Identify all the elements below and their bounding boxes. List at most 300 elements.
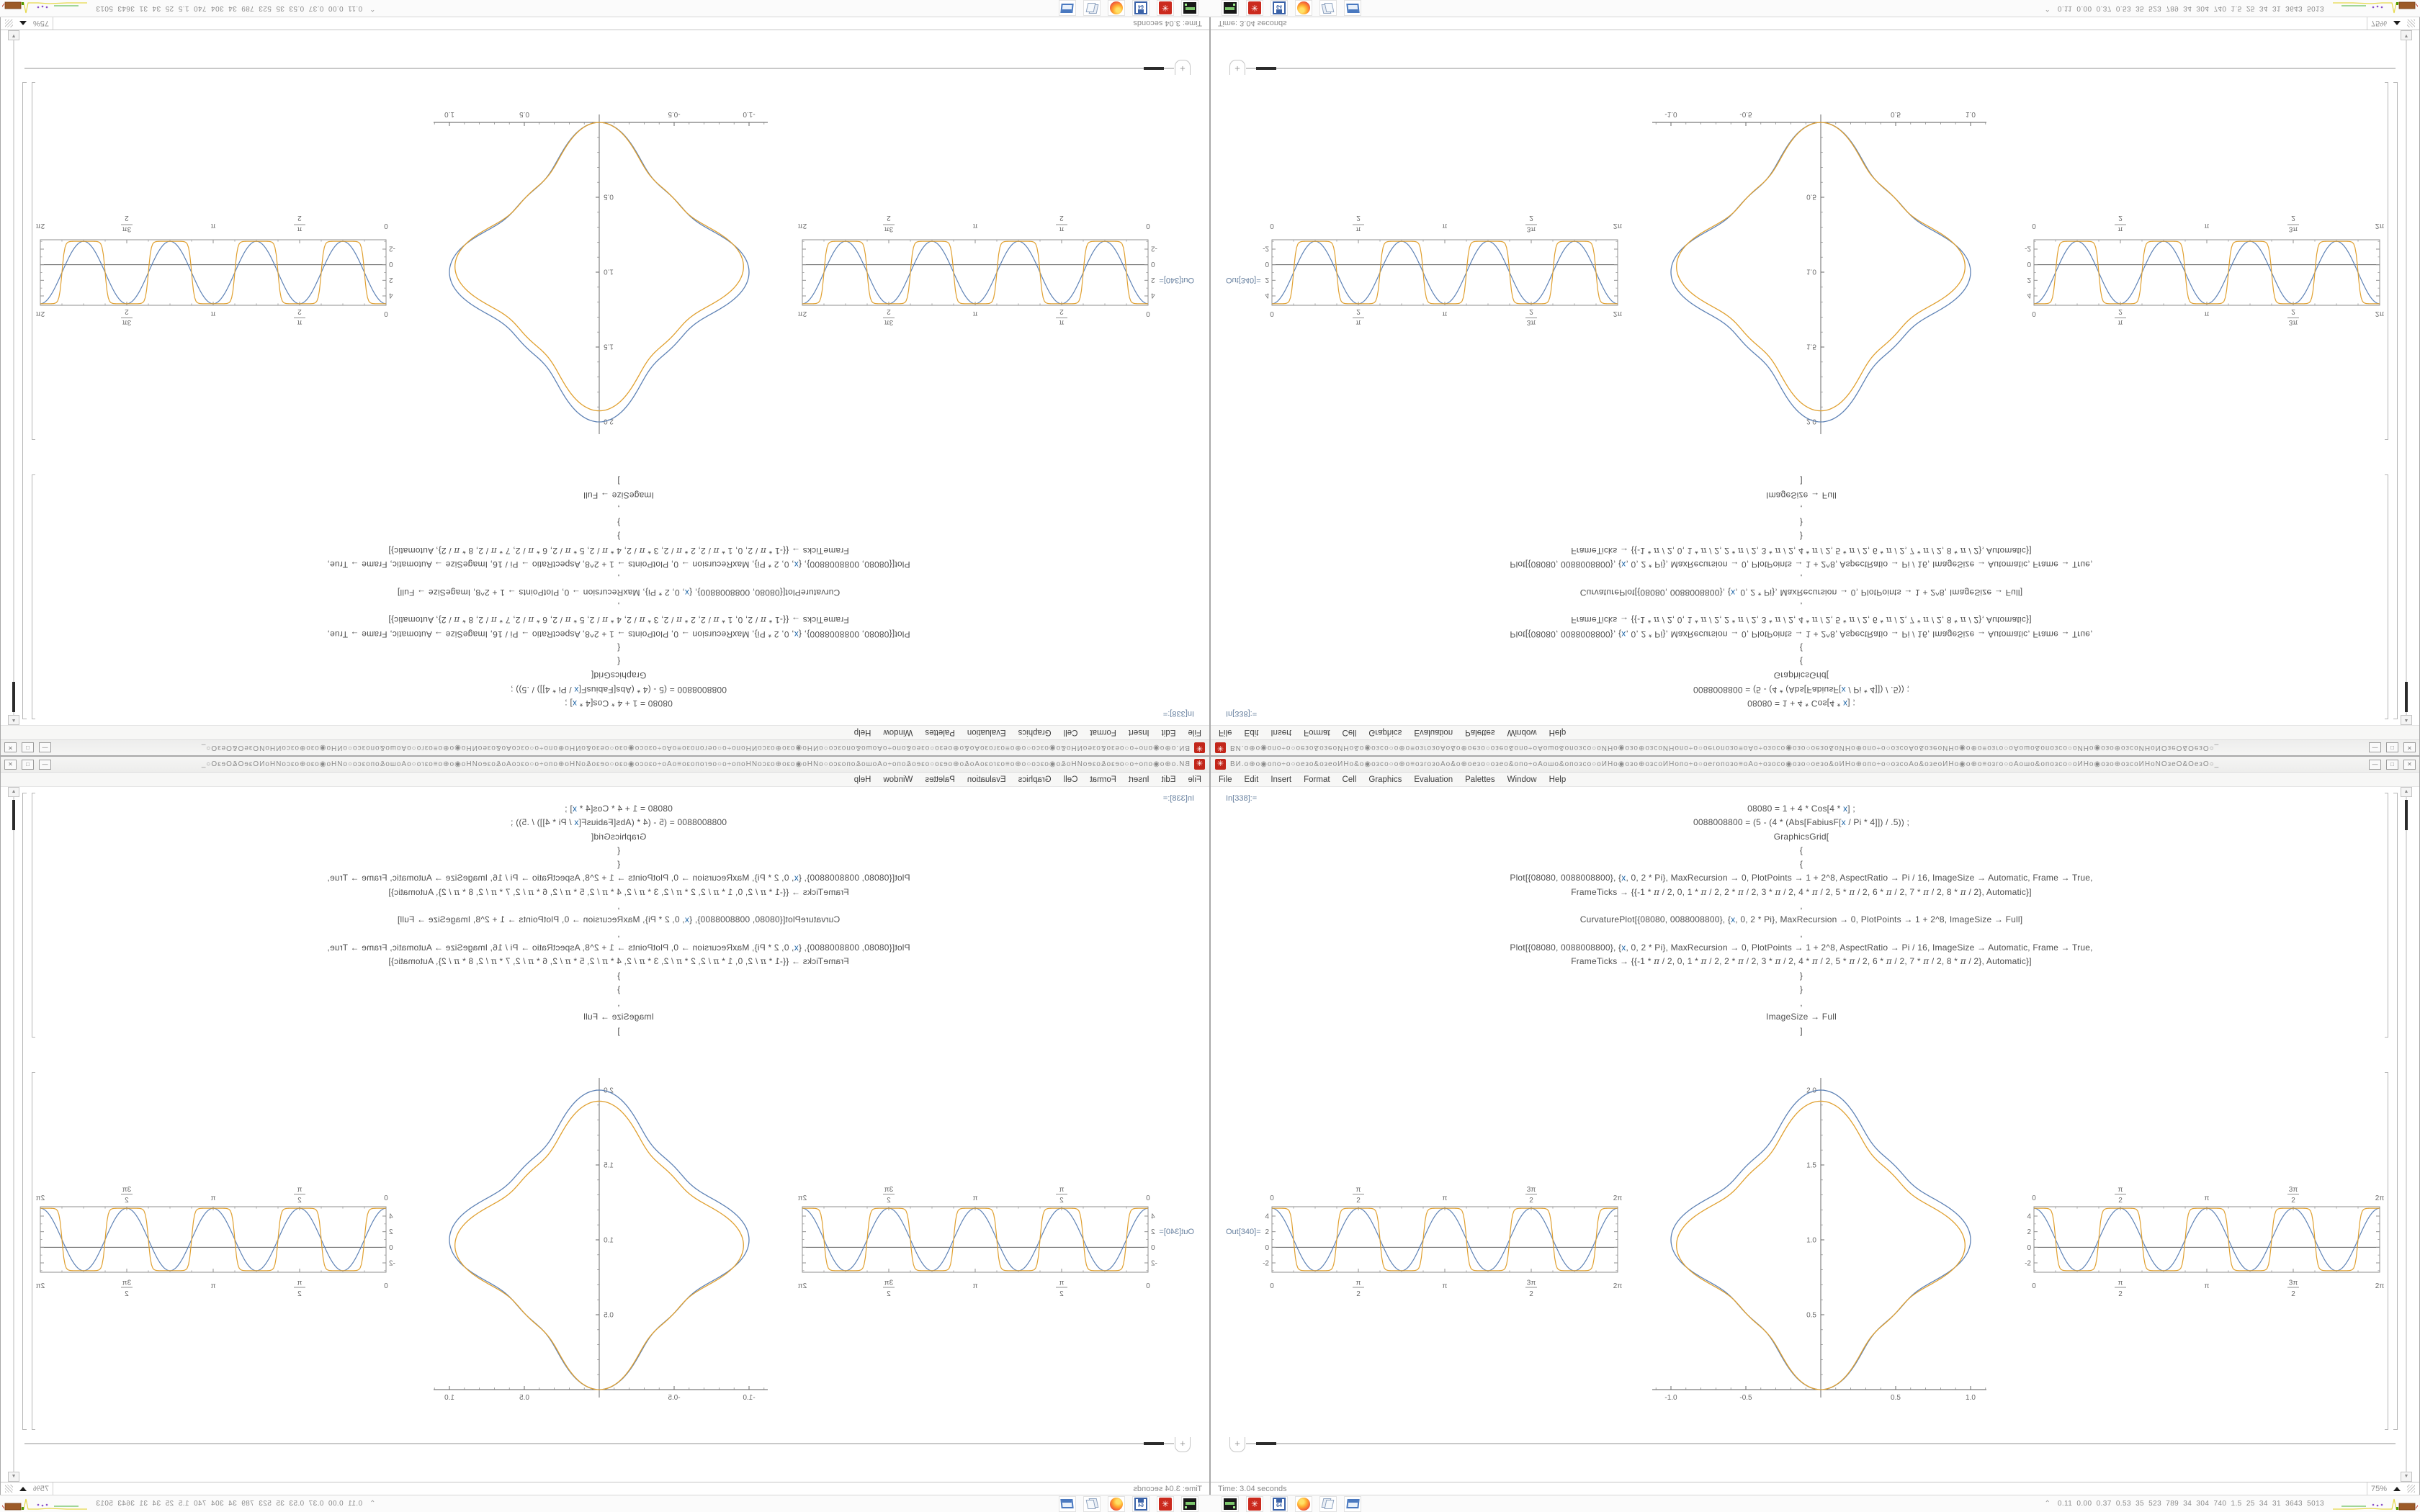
menu-insert[interactable]: Insert [1128,728,1150,737]
firefox-icon[interactable] [1108,1496,1125,1512]
menu-window[interactable]: Window [1507,775,1537,784]
code-line-5[interactable]: { [617,642,621,653]
system-monitor-values: 0.11 0.00 0.37 0.53 35 523 789 34 304 740 1.5 25 34 31 3643 5013 [96,1500,363,1508]
svg-text:2: 2 [887,214,891,222]
wave-plot-left[interactable] [789,212,1158,329]
code-line-7[interactable]: FrameTicks → {{-1 * π / 2, 0, 1 * π / 2, 2 * π / 2, 3 * π / 2, 4 * π / 2, 5 * π / 2, 6 * π / 2, 7 * π / 2, 8 * π / 2}, Automatic}] [388,886,849,897]
code-line-1[interactable]: 08080 = 1 + 4 * Cos[4 * x] ; [1747,804,1855,814]
maximize-button[interactable]: □ [22,742,34,752]
svg-text:2: 2 [1059,1290,1064,1298]
window-icon[interactable] [1344,1,1361,17]
wave-plot-left[interactable] [789,1183,1158,1300]
menu-help[interactable]: Help [853,775,871,784]
code-line-3[interactable]: GraphicsGrid[ [591,670,647,681]
code-line-14[interactable]: } [1799,984,1803,994]
svg-text:2π: 2π [797,222,807,230]
cell-bracket-input[interactable] [2385,474,2388,719]
window-titlebar[interactable] [1,757,1209,773]
horizontal-scrollbar-track[interactable] [24,1443,1174,1444]
magnification-popup-icon[interactable] [2393,1487,2401,1491]
svg-text:π: π [2204,222,2210,230]
svg-text:0: 0 [2032,1194,2036,1202]
resize-grip[interactable] [5,19,13,27]
code-line-6[interactable]: Plot[{08080, 0088008800}, {x, 0, 2 * Pi}, MaxRecursion → 0, PlotPoints → 1 + 2^8, AspectRatio → Pi / 16, ImageSize → Automatic, Frame → True, [327,629,910,639]
code-line-3[interactable]: GraphicsGrid[ [591,831,647,842]
code-line-4[interactable]: { [1799,657,1803,667]
documents-icon[interactable] [1319,1496,1337,1512]
insert-cell-button[interactable]: + [1229,1437,1245,1452]
horizontal-scrollbar-thumb[interactable] [1144,67,1164,70]
close-button[interactable]: ✕ [4,760,17,770]
code-line-10[interactable]: , [617,573,620,584]
svg-text:2π: 2π [35,1282,45,1290]
menu-format[interactable]: Format [1304,775,1330,784]
magnification-popup-icon[interactable] [19,1487,27,1491]
svg-text:0.5: 0.5 [519,110,529,118]
svg-text:4: 4 [2027,291,2031,300]
code-line-11[interactable]: Plot[{08080, 0088008800}, {x, 0, 2 * Pi}, MaxRecursion → 0, PlotPoints → 1 + 2^8, AspectRatio → Pi / 16, ImageSize → Automatic, Frame → True, [1510,559,2093,570]
code-line-10[interactable]: , [617,928,620,939]
code-line-16[interactable]: ImageSize → Full [1766,1012,1837,1022]
taskbar-launchers [1059,1496,1210,1512]
code-line-6[interactable]: Plot[{08080, 0088008800}, {x, 0, 2 * Pi}, MaxRecursion → 0, PlotPoints → 1 + 2^8, AspectRatio → Pi / 16, ImageSize → Automatic, Frame → True, [1510,629,2093,639]
menu-file[interactable]: File [1188,775,1201,784]
code-line-6[interactable]: Plot[{08080, 0088008800}, {x, 0, 2 * Pi}, MaxRecursion → 0, PlotPoints → 1 + 2^8, AspectRatio → Pi / 16, ImageSize → Automatic, Frame → True, [327,873,910,883]
wave-plot-right[interactable] [2024,1183,2393,1300]
documents-icon[interactable] [1083,1,1101,17]
mathematica-icon[interactable]: ✳ [1157,1,1174,17]
svg-text:1.0: 1.0 [1966,110,1976,118]
menu-window[interactable]: Window [883,728,913,737]
magnification-popup-icon[interactable] [19,22,27,26]
horizontal-scrollbar-track[interactable] [1246,1443,2396,1444]
wave-plot-left[interactable] [1262,1183,1631,1300]
svg-text:2: 2 [125,307,129,315]
mathematica-window [1210,756,2420,1495]
documents-icon[interactable] [1319,1,1337,17]
code-line-13[interactable]: } [617,531,621,542]
svg-text:0: 0 [1146,310,1150,318]
menu-help[interactable]: Help [853,728,871,737]
input-code-cell[interactable] [28,474,1209,710]
svg-text:2: 2 [297,214,302,222]
svg-text:0: 0 [1270,1194,1274,1202]
horizontal-scrollbar-thumb[interactable] [1256,1442,1276,1445]
svg-text:-2: -2 [1151,244,1157,253]
menu-cell[interactable]: Cell [1063,728,1078,737]
menu-window[interactable]: Window [1507,728,1537,737]
svg-text:2: 2 [1356,1290,1361,1298]
menu-evaluation[interactable]: Evaluation [967,775,1006,784]
window-icon[interactable] [1059,1496,1076,1512]
menu-graphics[interactable]: Graphics [1018,728,1052,737]
svg-text:π: π [1442,222,1448,230]
mathematica-icon[interactable]: ✳ [1246,1,1263,17]
code-line-15[interactable]: , [617,503,620,514]
svg-text:π: π [297,225,302,233]
wave-plot-right[interactable] [27,1183,396,1300]
code-line-13[interactable]: } [1799,531,1803,542]
code-line-10[interactable]: , [1800,573,1803,584]
code-line-8[interactable]: , [617,600,620,611]
svg-text:2π: 2π [2375,1282,2385,1290]
out-cell-label: Out[340]= [1159,276,1194,284]
code-line-17[interactable]: ] [1800,1025,1803,1036]
taskbar-panel [1210,1495,2420,1512]
cell-bracket-group[interactable] [22,793,27,1430]
menu-format[interactable]: Format [1304,728,1330,737]
cell-bracket-output[interactable] [2385,82,2388,440]
menu-edit[interactable]: Edit [1244,728,1259,737]
firefox-icon[interactable] [1295,1496,1312,1512]
svg-text:0.5: 0.5 [519,1394,529,1402]
cell-bracket-output[interactable] [32,1072,35,1430]
window-titlebar[interactable] [1,739,1209,755]
svg-text:4: 4 [389,1212,393,1221]
code-line-1[interactable]: 08080 = 1 + 4 * Cos[4 * x] ; [565,698,673,708]
insert-cell-button[interactable]: + [1175,60,1191,75]
notebook-content[interactable] [1211,787,2419,1482]
code-line-7[interactable]: FrameTicks → {{-1 * π / 2, 0, 1 * π / 2, 2 * π / 2, 3 * π / 2, 4 * π / 2, 5 * π / 2, 6 * π / 2, 7 * π / 2, 8 * π / 2}, Automatic}] [1571,886,2032,897]
vertical-scrollbar-track[interactable] [2406,797,2407,1472]
firefox-icon[interactable] [1108,1,1125,17]
svg-text:2: 2 [389,1228,393,1237]
scroll-down-arrow[interactable]: ▼ [8,1472,19,1482]
svg-text:2π: 2π [35,310,45,318]
cell-bracket-input[interactable] [32,793,35,1038]
code-line-8[interactable]: , [1800,901,1803,912]
code-line-16[interactable]: ImageSize → Full [583,490,654,500]
scroll-up-arrow[interactable]: ▲ [8,787,19,797]
vertical-scrollbar-track[interactable] [13,797,14,1472]
resize-grip[interactable] [2407,19,2415,27]
cell-bracket-input[interactable] [32,474,35,719]
code-line-4[interactable]: { [617,845,621,855]
magnification-value: 75% [32,19,49,28]
maximize-button[interactable]: □ [2386,742,2398,752]
window-icon[interactable] [1059,1,1076,17]
code-line-17[interactable]: ] [617,476,620,487]
input-code-cell[interactable] [28,802,1209,1038]
code-line-2[interactable]: 0088008800 = (5 - (4 * (Abs[FabiusF[x / Pi * 4]]) / .5)) ; [1693,817,1910,828]
svg-text:2: 2 [1265,275,1269,284]
code-line-17[interactable]: ] [1800,476,1803,487]
svg-text:π: π [972,310,978,318]
floppy-64-icon[interactable]: 64 [1270,1,1288,17]
code-line-1[interactable]: 08080 = 1 + 4 * Cos[4 * x] ; [1747,698,1855,708]
svg-text:0: 0 [2032,222,2036,230]
firefox-icon[interactable] [1295,1,1312,17]
code-line-11[interactable]: Plot[{08080, 0088008800}, {x, 0, 2 * Pi}, MaxRecursion → 0, PlotPoints → 1 + 2^8, AspectRatio → Pi / 16, ImageSize → Automatic, Frame → True, [1510,942,2093,953]
code-line-11[interactable]: Plot[{08080, 0088008800}, {x, 0, 2 * Pi}, MaxRecursion → 0, PlotPoints → 1 + 2^8, AspectRatio → Pi / 16, ImageSize → Automatic, Frame → True, [327,559,910,570]
vertical-scrollbar-thumb[interactable] [2405,682,2408,712]
mathematica-icon[interactable]: ✳ [1157,1496,1174,1512]
menu-file[interactable]: File [1188,728,1201,737]
vertical-scrollbar-track[interactable] [2406,40,2407,715]
code-line-6[interactable]: Plot[{08080, 0088008800}, {x, 0, 2 * Pi}, MaxRecursion → 0, PlotPoints → 1 + 2^8, AspectRatio → Pi / 16, ImageSize → Automatic, Frame → True, [1510,873,2093,883]
insert-cell-button[interactable]: + [1175,1437,1191,1452]
code-line-17[interactable]: ] [617,1025,620,1036]
code-line-15[interactable]: , [1800,998,1803,1009]
drive-icon[interactable] [1181,1,1198,17]
svg-text:2.0: 2.0 [604,417,614,426]
code-line-7[interactable]: FrameTicks → {{-1 * π / 2, 0, 1 * π / 2, 2 * π / 2, 3 * π / 2, 4 * π / 2, 5 * π / 2, 6 * π / 2, 7 * π / 2, 8 * π / 2}, Automatic}] [1571,615,2032,626]
system-tray [0,1497,376,1511]
cell-bracket-output[interactable] [32,82,35,440]
wave-plot-right[interactable] [27,212,396,329]
menu-evaluation[interactable]: Evaluation [1414,775,1453,784]
svg-text:-1.0: -1.0 [743,1394,756,1402]
code-line-14[interactable]: } [617,518,621,528]
code-line-9[interactable]: CurvaturePlot[{08080, 0088008800}, {x, 0, 2 * Pi}, MaxRecursion → 0, PlotPoints → 1 + 2^8, ImageSize → Full] [397,587,841,598]
cell-bracket-group[interactable] [2393,82,2398,719]
svg-text:π: π [2118,318,2123,326]
window-titlebar[interactable] [1211,739,2419,755]
svg-text:2: 2 [297,1197,302,1205]
magnification-control[interactable] [2367,1485,2419,1493]
code-line-5[interactable]: { [617,859,621,870]
scroll-down-arrow[interactable]: ▼ [2401,30,2412,40]
scroll-down-arrow[interactable]: ▼ [2401,1472,2412,1482]
menu-graphics[interactable]: Graphics [1368,728,1402,737]
code-line-12[interactable]: FrameTicks → {{-1 * π / 2, 0, 1 * π / 2, 2 * π / 2, 3 * π / 2, 4 * π / 2, 5 * π / 2, 6 * π / 2, 7 * π / 2, 8 * π / 2}, Automatic}] [1571,956,2032,967]
menu-palettes[interactable]: Palettes [1465,728,1495,737]
minimize-button[interactable]: — [39,742,51,752]
code-line-5[interactable]: { [1799,642,1803,653]
menu-insert[interactable]: Insert [1270,728,1292,737]
code-line-9[interactable]: CurvaturePlot[{08080, 0088008800}, {x, 0, 2 * Pi}, MaxRecursion → 0, PlotPoints → 1 + 2^8, ImageSize → Full] [397,914,841,925]
code-line-16[interactable]: ImageSize → Full [583,1012,654,1022]
close-button[interactable]: ✕ [2403,742,2416,752]
code-line-13[interactable]: } [617,970,621,981]
svg-text:0: 0 [1146,1194,1150,1202]
code-line-12[interactable]: FrameTicks → {{-1 * π / 2, 0, 1 * π / 2, 2 * π / 2, 3 * π / 2, 4 * π / 2, 5 * π / 2, 6 * π / 2, 7 * π / 2, 8 * π / 2}, Automatic}] [388,545,849,556]
desktop-tile-mirrored-y [1210,0,2420,756]
magnification-control[interactable] [2367,19,2419,28]
cell-bracket-output[interactable] [2385,1072,2388,1430]
tray-expand-icon[interactable]: ⌃ [369,4,376,12]
svg-text:-2: -2 [2025,244,2031,253]
menu-file[interactable]: File [1219,728,1232,737]
code-line-2[interactable]: 0088008800 = (5 - (4 * (Abs[FabiusF[x / Pi * 4]]) / .5)) ; [510,817,727,828]
curvature-plot[interactable] [1652,1072,1991,1403]
menu-help[interactable]: Help [1549,728,1567,737]
curvature-plot[interactable] [429,1072,768,1403]
svg-text:-2: -2 [389,1259,395,1268]
menu-insert[interactable]: Insert [1128,775,1150,784]
insert-cell-button[interactable]: + [1229,60,1245,75]
svg-text:2π: 2π [2375,222,2385,230]
code-line-12[interactable]: FrameTicks → {{-1 * π / 2, 0, 1 * π / 2, 2 * π / 2, 3 * π / 2, 4 * π / 2, 5 * π / 2, 6 * π / 2, 7 * π / 2, 8 * π / 2}, Automatic}] [388,956,849,967]
svg-text:π: π [2118,1186,2123,1194]
menu-window[interactable]: Window [883,775,913,784]
resize-grip[interactable] [2407,1485,2415,1493]
svg-text:2: 2 [1059,214,1064,222]
menu-cell[interactable]: Cell [1063,775,1078,784]
svg-text:-2: -2 [1263,244,1269,253]
code-line-3[interactable]: GraphicsGrid[ [1773,670,1829,681]
vertical-scrollbar-thumb[interactable] [12,682,15,712]
minimize-button[interactable]: — [2369,742,2381,752]
svg-text:0: 0 [1270,1282,1274,1290]
svg-text:0: 0 [1146,222,1150,230]
menu-evaluation[interactable]: Evaluation [1414,728,1453,737]
menu-format[interactable]: Format [1090,728,1116,737]
menu-palettes[interactable]: Palettes [1465,775,1495,784]
code-line-12[interactable]: FrameTicks → {{-1 * π / 2, 0, 1 * π / 2, 2 * π / 2, 3 * π / 2, 4 * π / 2, 5 * π / 2, 6 * π / 2, 7 * π / 2, 8 * π / 2}, Automatic}] [1571,545,2032,556]
menu-graphics[interactable]: Graphics [1018,775,1052,784]
code-line-9[interactable]: CurvaturePlot[{08080, 0088008800}, {x, 0, 2 * Pi}, MaxRecursion → 0, PlotPoints → 1 + 2^8, ImageSize → Full] [1579,914,2023,925]
input-code-cell[interactable] [1211,474,2392,710]
menubar [1,725,1209,739]
horizontal-scrollbar-track[interactable] [1246,68,2396,69]
menu-cell[interactable]: Cell [1342,775,1357,784]
code-line-14[interactable]: } [617,984,621,994]
code-line-11[interactable]: Plot[{08080, 0088008800}, {x, 0, 2 * Pi}, MaxRecursion → 0, PlotPoints → 1 + 2^8, AspectRatio → Pi / 16, ImageSize → Automatic, Frame → True, [327,942,910,953]
svg-text:π: π [297,1186,302,1194]
wave-plot-right[interactable] [2024,212,2393,329]
svg-text:3π: 3π [2288,225,2298,233]
menu-evaluation[interactable]: Evaluation [967,728,1006,737]
menu-edit[interactable]: Edit [1161,728,1176,737]
desktop [0,0,1210,756]
svg-text:π: π [2204,310,2210,318]
documents-icon[interactable] [1083,1496,1101,1512]
menu-edit[interactable]: Edit [1244,775,1259,784]
svg-text:π: π [972,1194,978,1202]
svg-text:2: 2 [1356,307,1361,315]
status-bar [1211,1482,2419,1495]
code-line-15[interactable]: , [617,998,620,1009]
horizontal-scrollbar-thumb[interactable] [1256,67,1276,70]
window-titlebar[interactable] [1211,757,2419,773]
drive-icon[interactable] [1222,1,1239,17]
menu-palettes[interactable]: Palettes [925,775,955,784]
desktop [1210,756,2420,1512]
horizontal-scrollbar-track[interactable] [24,68,1174,69]
vertical-scrollbar-thumb[interactable] [12,800,15,830]
svg-text:2: 2 [297,307,302,315]
svg-text:2: 2 [887,307,891,315]
svg-text:1.5: 1.5 [604,342,614,351]
magnification-control[interactable] [1,19,53,28]
cell-bracket-input[interactable] [2385,793,2388,1038]
menu-edit[interactable]: Edit [1161,775,1176,784]
code-line-15[interactable]: , [1800,503,1803,514]
taskbar-panel [0,0,1210,17]
code-line-14[interactable]: } [1799,518,1803,528]
svg-text:3π: 3π [884,225,894,233]
tray-expand-icon[interactable]: ⌃ [2044,1500,2051,1508]
window-title: ВИ.о⊕о◉опо÷о○оезо&озеоИНо&о◉озсо○о⊕о≡озгозоАо&о⊕оезо○озео&опо÷оАошо&опозсо○оИНо◉озо⊕озсоИНопо÷о○оегопозо≡оАо÷озосо◉озо○оезо&оИНо⊕опо÷о○озсоАо&озеоИНо◉о⊕о≡озго○оАошо&опозсо○оИНо◉озо⊕озсоИНоNОзеО&ОезО○_ [200,744,1190,752]
menu-file[interactable]: File [1219,775,1232,784]
floppy-64-icon[interactable]: 64 [1132,1496,1150,1512]
svg-text:2: 2 [1529,307,1533,315]
vertical-scrollbar-track[interactable] [13,40,14,715]
menu-help[interactable]: Help [1549,775,1567,784]
minimize-button[interactable]: — [39,760,51,770]
cell-bracket-group[interactable] [2393,793,2398,1430]
code-line-1[interactable]: 08080 = 1 + 4 * Cos[4 * x] ; [565,804,673,814]
wave-plot-left[interactable] [1262,212,1631,329]
window-icon[interactable] [1344,1496,1361,1512]
code-line-9[interactable]: CurvaturePlot[{08080, 0088008800}, {x, 0, 2 * Pi}, MaxRecursion → 0, PlotPoints → 1 + 2^8, ImageSize → Full] [1579,587,2023,598]
resize-grip[interactable] [5,1485,13,1493]
svg-text:2π: 2π [797,1282,807,1290]
menu-cell[interactable]: Cell [1342,728,1357,737]
menu-insert[interactable]: Insert [1270,775,1292,784]
menu-format[interactable]: Format [1090,775,1116,784]
floppy-64-icon[interactable]: 64 [1270,1496,1288,1512]
svg-text:-0.5: -0.5 [668,110,681,118]
code-line-10[interactable]: , [1800,928,1803,939]
svg-text:2: 2 [1059,1197,1064,1205]
svg-text:1.0: 1.0 [444,110,454,118]
notebook-content[interactable] [1,30,1209,725]
code-line-13[interactable]: } [1799,970,1803,981]
system-monitor-sparkline [2331,1497,2418,1511]
drive-icon[interactable] [1181,1496,1198,1512]
menubar [1,773,1209,787]
minimize-button[interactable]: — [2369,760,2381,770]
vertical-scrollbar-thumb[interactable] [2405,800,2408,830]
notebook-content[interactable] [1211,30,2419,725]
code-line-2[interactable]: 0088008800 = (5 - (4 * (Abs[FabiusF[x / Pi * 4]]) / .5)) ; [1693,684,1910,695]
code-line-8[interactable]: , [617,901,620,912]
curvature-plot[interactable] [1652,109,1991,440]
curvature-plot[interactable] [429,109,768,440]
scroll-up-arrow[interactable]: ▲ [2401,787,2412,797]
svg-text:0.5: 0.5 [1891,1394,1901,1402]
out-cell-label: Out[340]= [1159,1228,1194,1236]
code-line-4[interactable]: { [1799,845,1803,855]
drive-icon[interactable] [1222,1496,1239,1512]
magnification-control[interactable] [1,1485,53,1493]
code-line-16[interactable]: ImageSize → Full [1766,490,1837,500]
floppy-64-icon[interactable]: 64 [1132,1,1150,17]
mathematica-icon[interactable]: ✳ [1246,1496,1263,1512]
menu-palettes[interactable]: Palettes [925,728,955,737]
close-button[interactable]: ✕ [4,742,17,752]
tray-expand-icon[interactable]: ⌃ [369,1500,376,1508]
code-line-7[interactable]: FrameTicks → {{-1 * π / 2, 0, 1 * π / 2, 2 * π / 2, 3 * π / 2, 4 * π / 2, 5 * π / 2, 6 * π / 2, 7 * π / 2, 8 * π / 2}, Automatic}] [388,615,849,626]
svg-text:2: 2 [1151,1228,1155,1237]
notebook-content[interactable] [1,787,1209,1482]
code-line-8[interactable]: , [1800,600,1803,611]
window-controls [4,742,51,752]
code-line-3[interactable]: GraphicsGrid[ [1773,831,1829,842]
svg-text:π: π [2204,1282,2210,1290]
maximize-button[interactable]: □ [2386,760,2398,770]
magnification-popup-icon[interactable] [2393,22,2401,26]
in-cell-label: In[338]:= [1226,709,1258,718]
scroll-down-arrow[interactable]: ▼ [8,30,19,40]
code-line-5[interactable]: { [1799,859,1803,870]
scroll-up-arrow[interactable]: ▲ [8,715,19,725]
cell-bracket-group[interactable] [22,82,27,719]
scroll-up-arrow[interactable]: ▲ [2401,715,2412,725]
horizontal-scrollbar-thumb[interactable] [1144,1442,1164,1445]
code-line-2[interactable]: 0088008800 = (5 - (4 * (Abs[FabiusF[x / Pi * 4]]) / .5)) ; [510,684,727,695]
maximize-button[interactable]: □ [22,760,34,770]
close-button[interactable]: ✕ [2403,760,2416,770]
tray-expand-icon[interactable]: ⌃ [2044,4,2051,12]
svg-text:π: π [2118,225,2123,233]
menu-graphics[interactable]: Graphics [1368,775,1402,784]
svg-text:2.0: 2.0 [1806,1086,1816,1095]
code-line-4[interactable]: { [617,657,621,667]
input-code-cell[interactable] [1211,802,2392,1038]
